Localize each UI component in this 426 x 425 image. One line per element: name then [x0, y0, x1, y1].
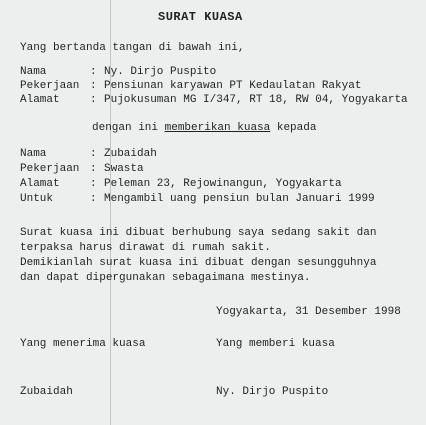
body-line: dan dapat dipergunakan sebagaimana mestinya. — [20, 272, 311, 284]
place-date: Yogyakarta, 31 Desember 1998 — [216, 306, 401, 318]
field-label: Nama — [20, 148, 47, 160]
colon: : — [90, 163, 97, 175]
colon: : — [90, 66, 97, 78]
receiver-name: Zubaidah — [20, 386, 73, 398]
grantor-job-row — [20, 80, 361, 93]
grantee-name: Zubaidah — [104, 148, 157, 160]
transfer-statement — [92, 122, 316, 135]
transfer-emphasis: memberikan kuasa — [164, 122, 271, 134]
intro-text: Yang bertanda tangan di bawah ini, — [20, 42, 245, 54]
grantor-job: Pensiunan karyawan PT Kedaulatan Rakyat — [104, 80, 362, 92]
field-label: Alamat — [20, 94, 60, 106]
body-line: Surat kuasa ini dibuat berhubung saya sedang sakit dan — [20, 227, 377, 239]
giver-name: Ny. Dirjo Puspito — [216, 386, 329, 398]
body-line: terpaksa harus dirawat di rumah sakit. — [20, 242, 271, 254]
document-title: SURAT KUASA — [158, 10, 243, 24]
colon: : — [90, 80, 97, 92]
transfer-after: kepada — [270, 122, 317, 134]
colon: : — [90, 193, 97, 205]
grantee-purpose-row — [20, 193, 375, 206]
colon: : — [90, 94, 97, 106]
colon: : — [90, 178, 97, 190]
grantee-job: Swasta — [104, 163, 144, 175]
grantor-name-row — [20, 66, 216, 79]
receiver-label: Yang menerima kuasa — [20, 338, 146, 350]
grantee-name-row — [20, 148, 157, 161]
grantee-address-row — [20, 178, 342, 191]
field-label: Pekerjaan — [20, 80, 80, 92]
field-label: Untuk — [20, 193, 54, 205]
field-label: Nama — [20, 66, 47, 78]
grantee-purpose: Mengambil uang pensiun bulan Januari 1999 — [104, 193, 375, 205]
paper-fold-line — [110, 0, 111, 425]
grantee-job-row — [20, 163, 144, 176]
field-label: Pekerjaan — [20, 163, 80, 175]
grantee-address: Peleman 23, Rejowinangun, Yogyakarta — [104, 178, 342, 190]
colon: : — [90, 148, 97, 160]
grantor-address-row — [20, 94, 408, 107]
body-line: Demikianlah surat kuasa ini dibuat dengan sesungguhnya — [20, 257, 377, 269]
transfer-before: dengan ini — [92, 122, 165, 134]
giver-label: Yang memberi kuasa — [216, 338, 335, 350]
grantor-address: Pujokusuman MG I/347, RT 18, RW 04, Yogyakarta — [104, 94, 408, 106]
grantor-name: Ny. Dirjo Puspito — [104, 66, 217, 78]
field-label: Alamat — [20, 178, 60, 190]
